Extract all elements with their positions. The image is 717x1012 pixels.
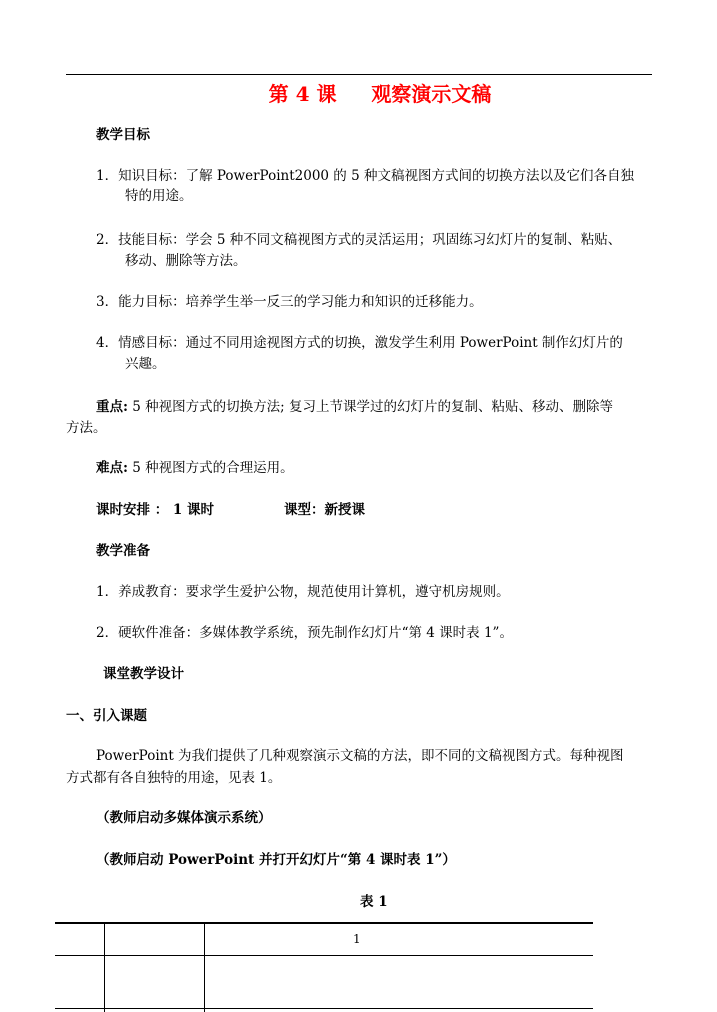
table-column-divider-2 (204, 922, 205, 1012)
page-title: 第 4 课 观察演示文稿 (268, 82, 492, 106)
key-points-line-1 (96, 397, 613, 417)
goal-4-line-1: 4．情感目标：通过不同用途视图方式的切换，激发学生利用 PowerPoint 制作幻灯片的 (96, 335, 623, 351)
key-points-line-2: 方法。 (66, 420, 107, 436)
key-points-text: 5 种视图方式的切换方法; 复习上节课学过的幻灯片的复制、粘贴、移动、删除等 (127, 399, 613, 415)
section-1-heading: 一、引入课题 (66, 708, 147, 724)
prep-heading: 教学准备 (96, 543, 150, 559)
teacher-note-1: （教师启动多媒体演示系统） (96, 810, 272, 826)
intro-line-2: 方式都有各自独特的用途，见表 1。 (66, 770, 282, 786)
design-heading: 课堂教学设计 (103, 666, 184, 682)
goal-3-line: 3．能力目标：培养学生举一反三的学习能力和知识的迁移能力。 (96, 294, 483, 310)
teacher-note-2: （教师启动 PowerPoint 并打开幻灯片“第 4 课时表 1”） (96, 852, 456, 868)
table-caption: 表 1 (360, 894, 388, 910)
difficulty-line (96, 458, 294, 478)
key-points-label: 重点: (96, 399, 128, 415)
goals-heading: 教学目标 (96, 127, 150, 143)
view-table (55, 922, 593, 1012)
goal-1-line-2: 特的用途。 (125, 188, 193, 204)
difficulty-label: 难点: (96, 460, 128, 476)
header-rule (66, 74, 652, 75)
goal-2-line-1: 2．技能目标：学会 5 种不同文稿视图方式的灵活运用；巩固练习幻灯片的复制、粘贴、 (96, 232, 622, 248)
difficulty-text: 5 种视图方式的合理运用。 (127, 460, 294, 476)
lesson-type: 课型：新授课 (284, 502, 365, 518)
goal-1-line-1: 1．知识目标：了解 PowerPoint2000 的 5 种文稿视图方式间的切换方法以及它们各自独 (96, 168, 634, 184)
table-row-divider (55, 955, 593, 956)
table-row-divider-2 (55, 1008, 593, 1009)
table-header-cell: 1 (353, 932, 361, 946)
goal-4-line-2: 兴趣。 (125, 356, 166, 372)
prep-item-2: 2．硬软件准备：多媒体教学系统，预先制作幻灯片“第 4 课时表 1”。 (96, 625, 513, 641)
prep-item-1: 1．养成教育：要求学生爱护公物，规范使用计算机，遵守机房规则。 (96, 584, 510, 600)
table-top-border (55, 922, 593, 924)
intro-line-1: PowerPoint 为我们提供了几种观察演示文稿的方法，即不同的文稿视图方式。每种视图 (96, 748, 624, 764)
goal-2-line-2: 移动、删除等方法。 (125, 253, 247, 269)
table-column-divider-1 (104, 922, 105, 1012)
schedule-text: 课时安排 ： 1 课时 (96, 502, 214, 518)
